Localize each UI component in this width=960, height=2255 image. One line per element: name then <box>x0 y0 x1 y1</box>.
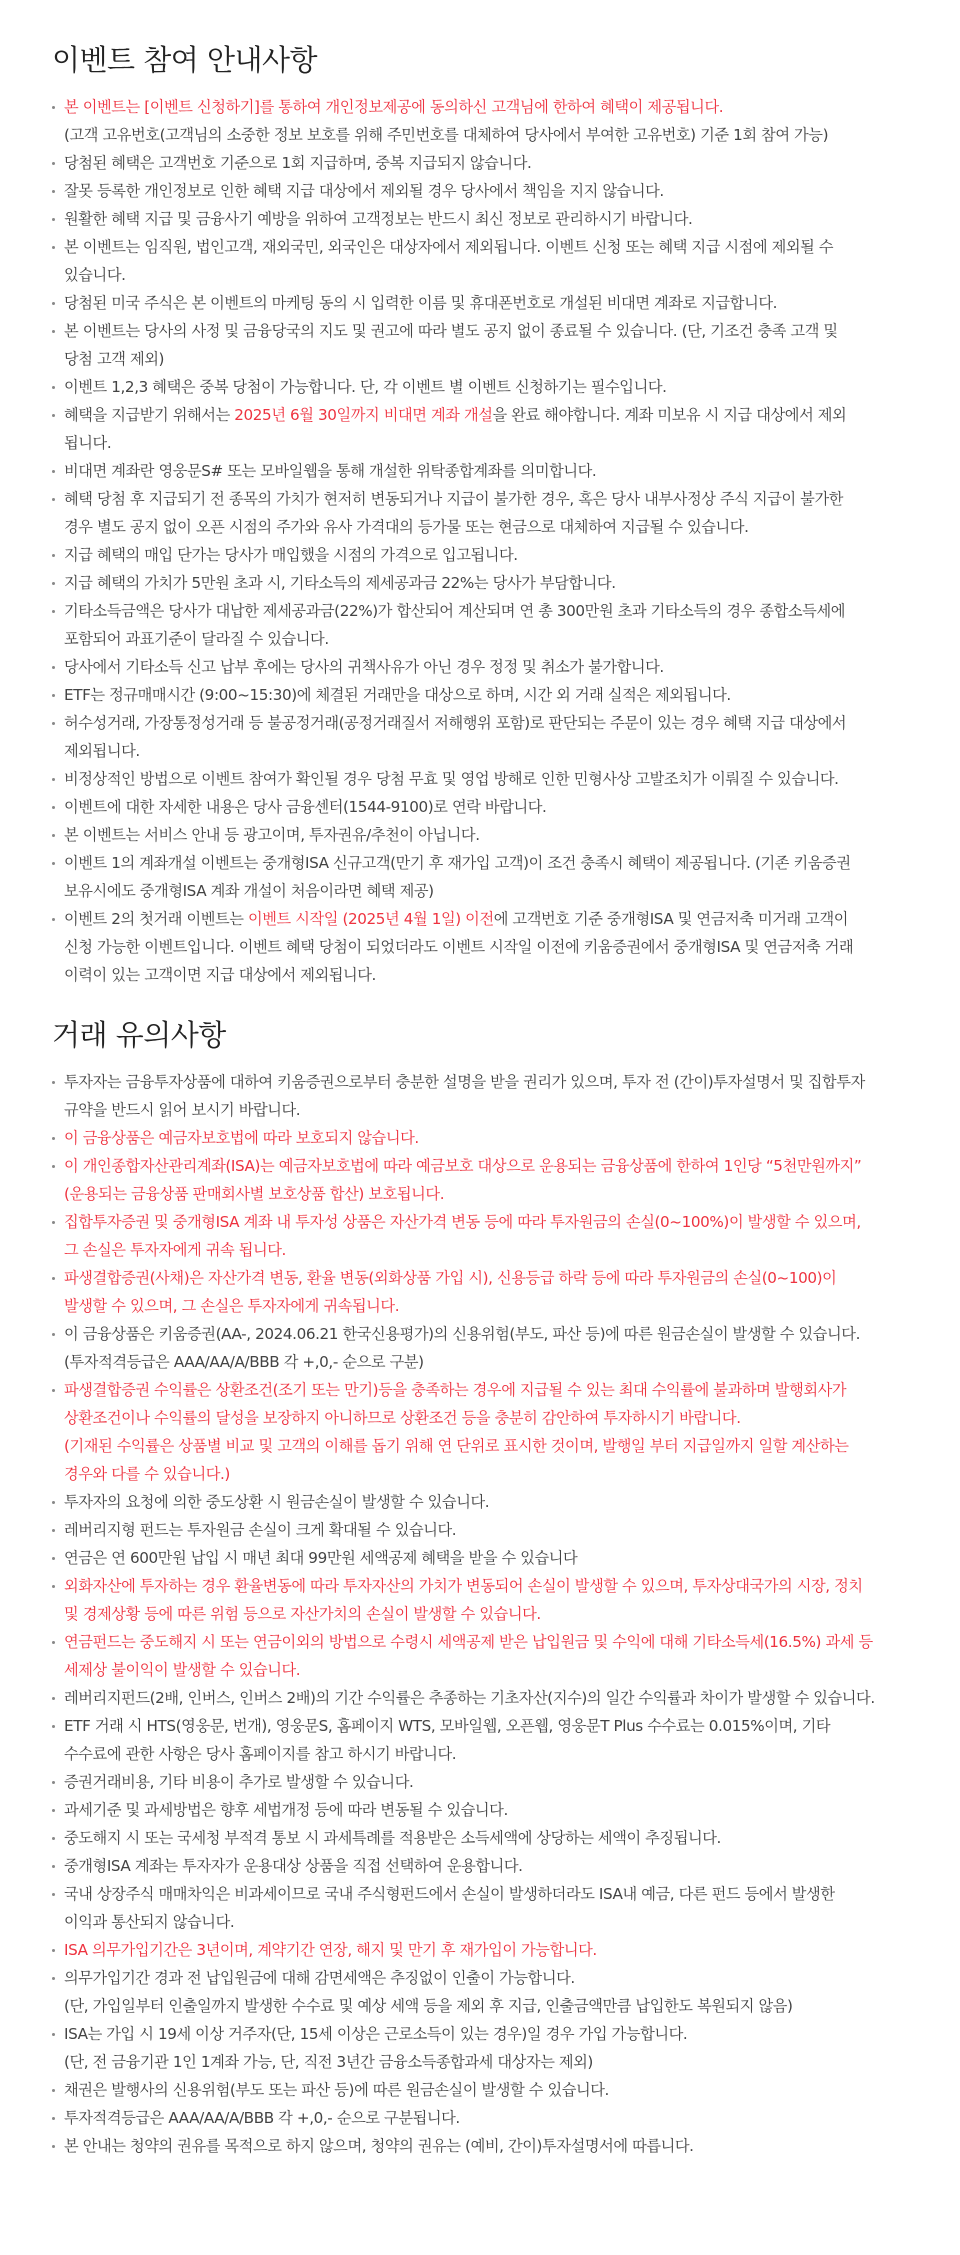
notice-text: 에 고객번호 기준 중개형ISA 및 연금저축 미거래 고객이 <box>493 910 848 928</box>
notice-item <box>52 2076 920 2104</box>
notice-text: 잘못 등록한 개인정보로 인한 혜택 지급 대상에서 제외될 경우 당사에서 책임을 지지 않습니다. <box>64 182 664 200</box>
notice-text: 본 이벤트는 서비스 안내 등 광고이며, 투자권유/추천이 아닙니다. <box>64 826 480 844</box>
notice-text: 허수성거래, 가장통정성거래 등 불공정거래(공정거래질서 저해행위 포함)로 판단되는 주문이 있는 경우 혜택 지급 대상에서 <box>64 714 847 732</box>
notice-item <box>52 1124 920 1152</box>
notice-text: 됩니다. <box>64 434 112 452</box>
notice-text: ETF 거래 시 HTS(영웅문, 번개), 영웅문S, 홈페이지 WTS, 모바일웹, 오픈웹, 영웅문T Plus 수수료는 0.015%이며, 기타 <box>64 1717 831 1735</box>
notice-item <box>52 1796 920 1824</box>
notice-text: 이벤트 1의 계좌개설 이벤트는 중개형ISA 신규고객(만기 후 재가입 고객)이 조건 충족시 혜택이 제공됩니다. (기존 키움증권 <box>64 854 851 872</box>
notice-item <box>52 2132 920 2160</box>
notice-text: ETF는 정규매매시간 (9:00~15:30)에 체결된 거래만을 대상으로 하며, 시간 외 거래 실적은 제외됩니다. <box>64 686 731 704</box>
notice-line <box>64 1684 920 1712</box>
emphasis-text: 발생할 수 있으며, 그 손실은 투자자에게 귀속됩니다. <box>64 1297 400 1315</box>
notice-line <box>64 765 920 793</box>
notice-text: 연금은 연 600만원 납입 시 매년 최대 99만원 세액공제 혜택을 받을 수 있습니다 <box>64 1549 578 1567</box>
notice-item <box>52 1852 920 1880</box>
notice-text: 이벤트 2의 첫거래 이벤트는 <box>64 910 248 928</box>
notice-text: (단, 가입일부터 인출일까지 발생한 수수료 및 예상 세액 등을 제외 후 지급, 인출금액만큼 납입한도 복원되지 않음) <box>64 1997 793 2015</box>
notice-line <box>64 205 920 233</box>
notice-item <box>52 317 920 373</box>
notice-text: (투자적격등급은 AAA/AA/A/BBB 각 +,0,- 순으로 구분) <box>64 1353 424 1371</box>
notice-line <box>64 793 920 821</box>
notice-item <box>52 1684 920 1712</box>
notice-text: 기타소득금액은 당사가 대납한 제세공과금(22%)가 합산되어 계산되며 연 총 300만원 초과 기타소득의 경우 종합소득세에 <box>64 602 845 620</box>
notice-text: 투자자는 금융투자상품에 대하여 키움증권으로부터 충분한 설명을 받을 권리가 있으며, 투자 전 (간이)투자설명서 및 집합투자 <box>64 1073 865 1091</box>
notice-text: 경우 별도 공지 없이 오픈 시점의 주가와 유사 가격대의 등가물 또는 현금으로 대체하여 지급될 수 있습니다. <box>64 518 749 536</box>
notice-line <box>64 1600 920 1628</box>
notice-text: 혜택 당첨 후 지급되기 전 종목의 가치가 현저히 변동되거나 지급이 불가한 경우, 혹은 당사 내부사정상 주식 지급이 불가한 <box>64 490 843 508</box>
notice-line <box>64 1740 920 1768</box>
notice-line <box>64 1376 920 1404</box>
notice-line <box>64 1544 920 1572</box>
notice-line <box>64 1208 920 1236</box>
notice-text: (단, 전 금융기관 1인 1계좌 가능, 단, 직전 3년간 금융소득종합과세 대상자는 제외) <box>64 2053 593 2071</box>
notice-line <box>64 1460 920 1488</box>
notice-line <box>64 1852 920 1880</box>
notice-line <box>64 1180 920 1208</box>
event-notice-section <box>52 38 920 989</box>
notice-item <box>52 793 920 821</box>
trading-caution-title: 거래 유의사항 <box>52 1018 226 1052</box>
notice-line <box>64 1992 920 2020</box>
notice-text: 과세기준 및 과세방법은 향후 세법개정 등에 따라 변동될 수 있습니다. <box>64 1801 508 1819</box>
notice-item <box>52 849 920 905</box>
notice-text: ISA는 가입 시 19세 이상 거주자(단, 15세 이상은 근로소득이 있는 경우)일 경우 가입 가능합니다. <box>64 2025 688 2043</box>
notice-text: 지급 혜택의 가치가 5만원 초과 시, 기타소득의 제세공과금 22%는 당사가 부담합니다. <box>64 574 616 592</box>
emphasis-text: 경우와 다를 수 있습니다.) <box>64 1465 230 1483</box>
notice-line <box>64 1712 920 1740</box>
notice-line <box>64 1404 920 1432</box>
notice-line <box>64 177 920 205</box>
notice-line <box>64 1824 920 1852</box>
notice-text: 본 이벤트는 임직원, 법인고객, 재외국민, 외국인은 대상자에서 제외됩니다. 이벤트 신청 또는 혜택 지급 시점에 제외될 수 <box>64 238 834 256</box>
notice-line <box>64 1936 920 1964</box>
notice-line <box>64 289 920 317</box>
notice-item <box>52 205 920 233</box>
notice-text: 을 완료 해야합니다. 계좌 미보유 시 지급 대상에서 제외 <box>492 406 847 424</box>
notice-item <box>52 569 920 597</box>
notice-line <box>64 1124 920 1152</box>
notice-line <box>64 93 920 121</box>
notice-line <box>64 709 920 737</box>
notice-text: 비정상적인 방법으로 이벤트 참여가 확인될 경우 당첨 무효 및 영업 방해로 인한 민형사상 고발조치가 이뤄질 수 있습니다. <box>64 770 839 788</box>
notice-text: 당사에서 기타소득 신고 납부 후에는 당사의 귀책사유가 아닌 경우 정정 및 취소가 불가합니다. <box>64 658 664 676</box>
notice-text: 본 안내는 청약의 권유를 목적으로 하지 않으며, 청약의 권유는 (예비, 간이)투자설명서에 따릅니다. <box>64 2137 694 2155</box>
emphasis-text: (운용되는 금융상품 판매회사별 보호상품 합산) 보호됩니다. <box>64 1185 445 1203</box>
notice-item <box>52 821 920 849</box>
notice-item <box>52 457 920 485</box>
notice-text: 보유시에도 중개형ISA 계좌 개설이 처음이라면 혜택 제공) <box>64 882 434 900</box>
notice-text: 채권은 발행사의 신용위험(부도 또는 파산 등)에 따른 원금손실이 발생할 수 있습니다. <box>64 2081 609 2099</box>
notice-line <box>64 1068 920 1096</box>
notice-line <box>64 1488 920 1516</box>
notice-line <box>64 485 920 513</box>
notice-item <box>52 905 920 989</box>
notice-item <box>52 1376 920 1488</box>
emphasis-text: (기재된 수익률은 상품별 비교 및 고객의 이해를 돕기 위해 연 단위로 표시한 것이며, 발행일 부터 지급일까지 일할 계산하는 <box>64 1437 849 1455</box>
notice-item <box>52 233 920 289</box>
notice-text: 레버리지펀드(2배, 인버스, 인버스 2배)의 기간 수익률은 추종하는 기초자산(지수)의 일간 수익률과 차이가 발생할 수 있습니다. <box>64 1689 875 1707</box>
notice-item <box>52 709 920 765</box>
notice-item <box>52 149 920 177</box>
notice-line <box>64 1964 920 1992</box>
emphasis-text: 2025년 6월 30일까지 비대면 계좌 개설 <box>234 406 493 424</box>
notice-line <box>64 821 920 849</box>
notice-line <box>64 1908 920 1936</box>
notice-line <box>64 1516 920 1544</box>
notice-text: 제외됩니다. <box>64 742 140 760</box>
notice-line <box>64 541 920 569</box>
notice-item <box>52 681 920 709</box>
notice-line <box>64 1796 920 1824</box>
notice-text: 투자적격등급은 AAA/AA/A/BBB 각 +,0,- 순으로 구분됩니다. <box>64 2109 460 2127</box>
notice-text: 레버리지형 펀드는 투자원금 손실이 크게 확대될 수 있습니다. <box>64 1521 457 1539</box>
notice-item <box>52 541 920 569</box>
notice-text: 이익과 통산되지 않습니다. <box>64 1913 235 1931</box>
notice-text: 혜택을 지급받기 위해서는 <box>64 406 235 424</box>
notice-text: 당첨된 혜택은 고객번호 기준으로 1회 지급하며, 중복 지급되지 않습니다. <box>64 154 532 172</box>
notice-item <box>52 597 920 653</box>
notice-item <box>52 1152 920 1208</box>
emphasis-text: 그 손실은 투자자에게 귀속 됩니다. <box>64 1241 286 1259</box>
notice-item <box>52 1768 920 1796</box>
notice-item <box>52 1964 920 2020</box>
notice-line <box>64 2132 920 2160</box>
notice-line <box>64 1768 920 1796</box>
notice-text: 당첨 고객 제외) <box>64 350 165 368</box>
notice-line <box>64 653 920 681</box>
emphasis-text: 파생결합증권(사채)은 자산가격 변동, 환율 변동(외화상품 가입 시), 신용등급 하락 등에 따라 투자원금의 손실(0~100)이 <box>64 1269 837 1287</box>
notice-text: 이 금융상품은 키움증권(AA-, 2024.06.21 한국신용평가)의 신용위험(부도, 파산 등)에 따른 원금손실이 발생할 수 있습니다. <box>64 1325 861 1343</box>
notice-item <box>52 1488 920 1516</box>
notice-item <box>52 1712 920 1768</box>
notice-item <box>52 177 920 205</box>
notice-text: 중개형ISA 계좌는 투자자가 운용대상 상품을 직접 선택하여 운용합니다. <box>64 1857 523 1875</box>
notice-item <box>52 1936 920 1964</box>
emphasis-text: 집합투자증권 및 중개형ISA 계좌 내 투자성 상품은 자산가격 변동 등에 따라 투자원금의 손실(0~100%)이 발생할 수 있으며, <box>64 1213 861 1231</box>
notice-text: 이력이 있는 고객이면 지급 대상에서 제외됩니다. <box>64 966 376 984</box>
emphasis-text: ISA 의무가입기간은 3년이며, 계약기간 연장, 해지 및 만기 후 재가입이 가능합니다. <box>64 1941 597 1959</box>
event-notice-title: 이벤트 참여 안내사항 <box>52 43 318 77</box>
notice-text: 이벤트에 대한 자세한 내용은 당사 금융센터(1544-9100)로 연락 바랍니다. <box>64 798 547 816</box>
emphasis-text: 외화자산에 투자하는 경우 환율변동에 따라 투자자산의 가치가 변동되어 손실이 발생할 수 있으며, 투자상대국가의 시장, 정치 <box>64 1577 863 1595</box>
emphasis-text: 본 이벤트는 [이벤트 신청하기]를 통하여 개인정보제공에 동의하신 고객님에 한하여 혜택이 제공됩니다. <box>64 98 724 116</box>
notice-text: 본 이벤트는 당사의 사정 및 금융당국의 지도 및 권고에 따라 별도 공지 없이 종료될 수 있습니다. (단, 기조건 충족 고객 및 <box>64 322 838 340</box>
notice-line <box>64 961 920 989</box>
notice-line <box>64 1572 920 1600</box>
notice-item <box>52 653 920 681</box>
notice-line <box>64 1236 920 1264</box>
notice-line <box>64 849 920 877</box>
notice-text: 지급 혜택의 매입 단가는 당사가 매입했을 시점의 가격으로 입고됩니다. <box>64 546 518 564</box>
emphasis-text: 세제상 불이익이 발생할 수 있습니다. <box>64 1661 301 1679</box>
notice-line <box>64 1628 920 1656</box>
notice-line <box>64 1292 920 1320</box>
notice-line <box>64 513 920 541</box>
notice-line <box>64 905 920 933</box>
notice-item <box>52 1572 920 1628</box>
emphasis-text: 연금펀드는 중도해지 시 또는 연금이외의 방법으로 수령시 세액공제 받은 납입원금 및 수익에 대해 기타소득세(16.5%) 과세 등 <box>64 1633 873 1651</box>
notice-item <box>52 1208 920 1264</box>
notice-line <box>64 1152 920 1180</box>
notice-line <box>64 681 920 709</box>
emphasis-text: 및 경제상황 등에 따른 위험 등으로 자산가치의 손실이 발생할 수 있습니다. <box>64 1605 541 1623</box>
notice-text: 이벤트 1,2,3 혜택은 중복 당첨이 가능합니다. 단, 각 이벤트 별 이벤트 신청하기는 필수입니다. <box>64 378 667 396</box>
notice-item <box>52 765 920 793</box>
notice-item <box>52 1544 920 1572</box>
notice-text: 투자자의 요청에 의한 중도상환 시 원금손실이 발생할 수 있습니다. <box>64 1493 490 1511</box>
notice-item <box>52 1264 920 1320</box>
notice-item <box>52 1628 920 1684</box>
notice-line <box>64 933 920 961</box>
notice-line <box>64 2020 920 2048</box>
notice-line <box>64 401 920 429</box>
notice-item <box>52 2020 920 2076</box>
notice-item <box>52 1824 920 1852</box>
notice-line <box>64 317 920 345</box>
notice-text: 증권거래비용, 기타 비용이 추가로 발생할 수 있습니다. <box>64 1773 414 1791</box>
notice-item <box>52 1068 920 1124</box>
notice-item <box>52 373 920 401</box>
notice-line <box>64 569 920 597</box>
notice-line <box>64 597 920 625</box>
notice-line <box>64 877 920 905</box>
notice-line <box>64 2048 920 2076</box>
emphasis-text: 파생결합증권 수익률은 상환조건(조기 또는 만기)등을 충족하는 경우에 지급될 수 있는 최대 수익률에 불과하며 발행회사가 <box>64 1381 847 1399</box>
notice-line <box>64 345 920 373</box>
notice-line <box>64 625 920 653</box>
notice-line <box>64 121 920 149</box>
notice-line <box>64 429 920 457</box>
emphasis-text: 이벤트 시작일 (2025년 4월 1일) 이전 <box>247 910 494 928</box>
notice-line <box>64 1264 920 1292</box>
notice-line <box>64 1096 920 1124</box>
notice-item <box>52 93 920 149</box>
notice-line <box>64 2076 920 2104</box>
notice-text: 신청 가능한 이벤트입니다. 이벤트 혜택 당첨이 되었더라도 이벤트 시작일 이전에 키움증권에서 중개형ISA 및 연금저축 거래 <box>64 938 854 956</box>
notice-item <box>52 2104 920 2132</box>
trading-caution-section <box>52 1013 920 2160</box>
emphasis-text: 이 금융상품은 예금자보호법에 따라 보호되지 않습니다. <box>64 1129 419 1147</box>
notice-line <box>64 1656 920 1684</box>
notice-line <box>64 233 920 261</box>
notice-line <box>64 457 920 485</box>
notice-text: 규약을 반드시 읽어 보시기 바랍니다. <box>64 1101 301 1119</box>
emphasis-text: 상환조건이나 수익률의 달성을 보장하지 아니하므로 상환조건 등을 충분히 감안하여 투자하시기 바랍니다. <box>64 1409 741 1427</box>
emphasis-text: 이 개인종합자산관리계좌(ISA)는 예금자보호법에 따라 예금보호 대상으로 운용되는 금융상품에 한하여 1인당 “5천만원까지” <box>64 1157 862 1175</box>
notice-text: (고객 고유번호(고객님의 소중한 정보 보호를 위해 주민번호를 대체하여 당사에서 부여한 고유번호) 기준 1회 참여 가능) <box>64 126 829 144</box>
notice-text: 비대면 계좌란 영웅문S# 또는 모바일웹을 통해 개설한 위탁종합계좌를 의미합니다. <box>64 462 597 480</box>
notice-item <box>52 485 920 541</box>
notice-line <box>64 1348 920 1376</box>
notice-line <box>64 1432 920 1460</box>
notice-line <box>64 2104 920 2132</box>
notice-line <box>64 149 920 177</box>
notice-text: 수수료에 관한 사항은 당사 홈페이지를 참고 하시기 바랍니다. <box>64 1745 457 1763</box>
notice-text: 원활한 혜택 지급 및 금융사기 예방을 위하여 고객정보는 반드시 최신 정보로 관리하시기 바랍니다. <box>64 210 693 228</box>
notice-text: 의무가입기간 경과 전 납입원금에 대해 감면세액은 추징없이 인출이 가능합니다. <box>64 1969 575 1987</box>
notice-line <box>64 737 920 765</box>
notice-text: 당첨된 미국 주식은 본 이벤트의 마케팅 동의 시 입력한 이름 및 휴대폰번호로 개설된 비대면 계좌로 지급합니다. <box>64 294 778 312</box>
notice-line <box>64 261 920 289</box>
notice-line <box>64 373 920 401</box>
notice-text: 있습니다. <box>64 266 126 284</box>
notice-line <box>64 1320 920 1348</box>
notice-text: 국내 상장주식 매매차익은 비과세이므로 국내 주식형펀드에서 손실이 발생하더라도 ISA내 예금, 다른 펀드 등에서 발생한 <box>64 1885 835 1903</box>
notice-item <box>52 1880 920 1936</box>
notice-text: 중도해지 시 또는 국세청 부적격 통보 시 과세특례를 적용받은 소득세액에 상당하는 세액이 추징됩니다. <box>64 1829 721 1847</box>
notice-item <box>52 1516 920 1544</box>
notice-item <box>52 1320 920 1376</box>
notice-item <box>52 289 920 317</box>
event-notice-list <box>52 93 920 989</box>
notice-text: 포함되어 과표기준이 달라질 수 있습니다. <box>64 630 329 648</box>
notice-line <box>64 1880 920 1908</box>
notice-item <box>52 401 920 457</box>
trading-caution-list <box>52 1068 920 2160</box>
